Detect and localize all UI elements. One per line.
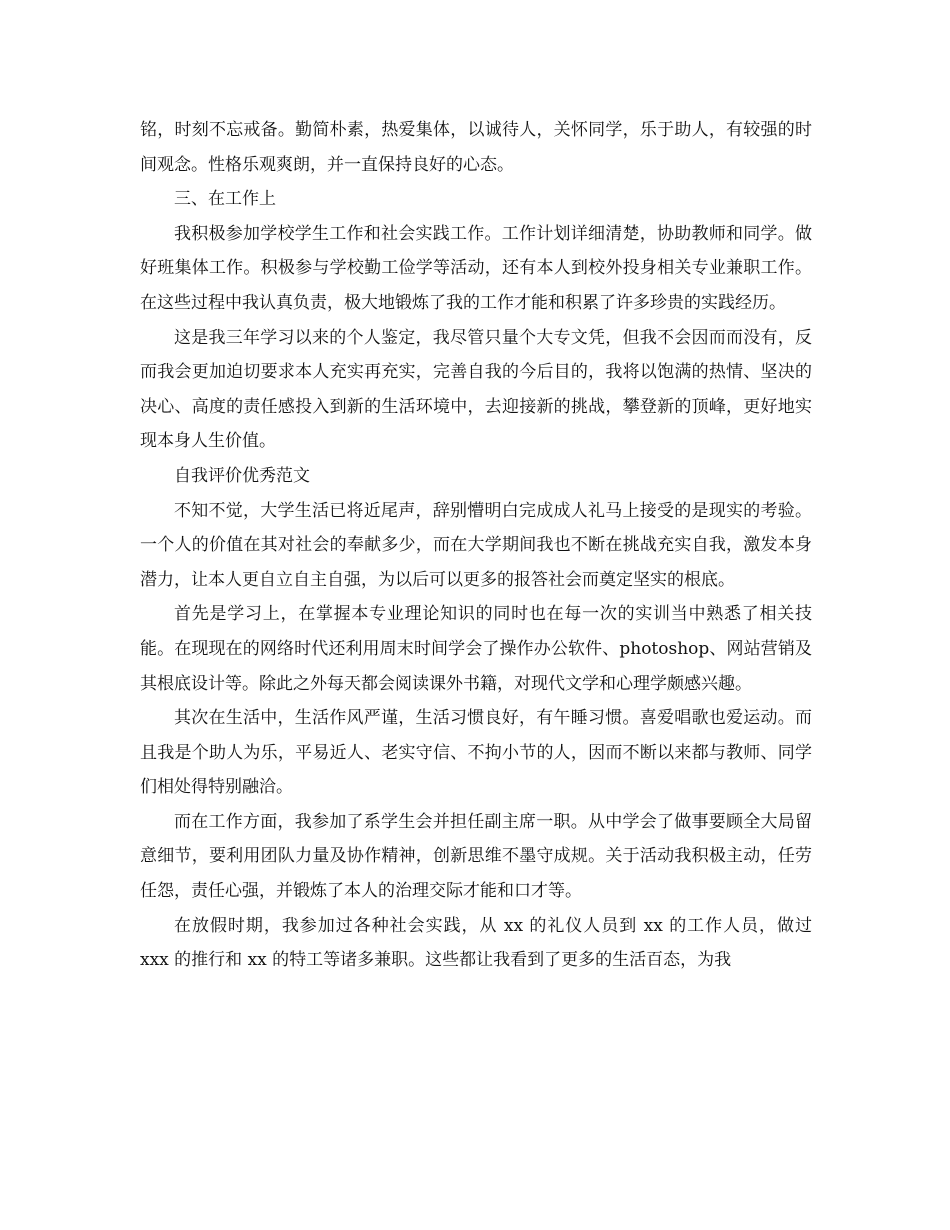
paragraph-3: 我积极参加学校学生工作和社会实践工作。工作计划详细清楚，协助教师和同学。做好班集体工作。积极参与学校勤工俭学等活动，还有本人到校外投身相关专业兼职工作。在这些过程中我认真负责，极大地锻炼了我的工作才能和积累了许多珍贵的实践经历。 [140,223,812,313]
paragraph-10: 在放假时期，我参加过各种社会实践，从 xx 的礼仪人员到 xx 的工作人员，做过 xxx 的推行和 xx 的特工等诸多兼职。这些都让我看到了更多的生活百态，为我 [140,915,812,971]
paragraph-6: 不知不觉，大学生活已将近尾声，辞别懵明白完成成人礼马上接受的是现实的考验。一个人的价值在其对社会的奉献多少，而在大学期间我也不断在挑战充实自我，激发本身潜力，让本人更自立自主自强，为以后可以更多的报答社会而奠定坚实的根底。 [140,500,812,590]
section-heading-self-evaluation: 自我评价优秀范文 [174,465,310,486]
paragraph-9: 而在工作方面，我参加了系学生会并担任副主席一职。从中学会了做事要顾全大局留意细节，要利用团队力量及协作精神，创新思维不墨守成规。关于活动我积极主动，任劳任怨，责任心强，并锻炼了本人的治理交际才能和口才等。 [140,811,812,902]
document-body [140,113,812,978]
paragraph-4: 这是我三年学习以来的个人鉴定，我尽管只量个大专文凭，但我不会因而而没有，反而我会更加迫切要求本人充实再充实，完善自我的今后目的，我将以饱满的热情、坚决的决心、高度的责任感投入到新的生活环境中，去迎接新的挑战，攀登新的顶峰，更好地实现本身人生价值。 [140,327,812,452]
paragraph-7: 首先是学习上，在掌握本专业理论知识的同时也在每一次的实训当中熟悉了相关技能。在现现在的网络时代还利用周末时间学会了操作办公软件、photoshop、网站营销及其根底设计等。除此之外每天都会阅读课外书籍，对现代文学和心理学颇感兴趣。 [140,604,812,694]
paragraph-8: 其次在生活中，生活作风严谨，生活习惯良好，有午睡习惯。喜爱唱歌也爱运动。而且我是个助人为乐，平易近人、老实守信、不拘小节的人，因而不断以来都与教师、同学们相处得特别融洽。 [140,708,812,798]
paragraph-1: 铭，时刻不忘戒备。勤简朴素，热爱集体，以诚待人，关怀同学，乐于助人，有较强的时间观念。性格乐观爽朗，并一直保持良好的心态。 [140,120,812,175]
section-heading-work: 三、在工作上 [174,189,276,210]
